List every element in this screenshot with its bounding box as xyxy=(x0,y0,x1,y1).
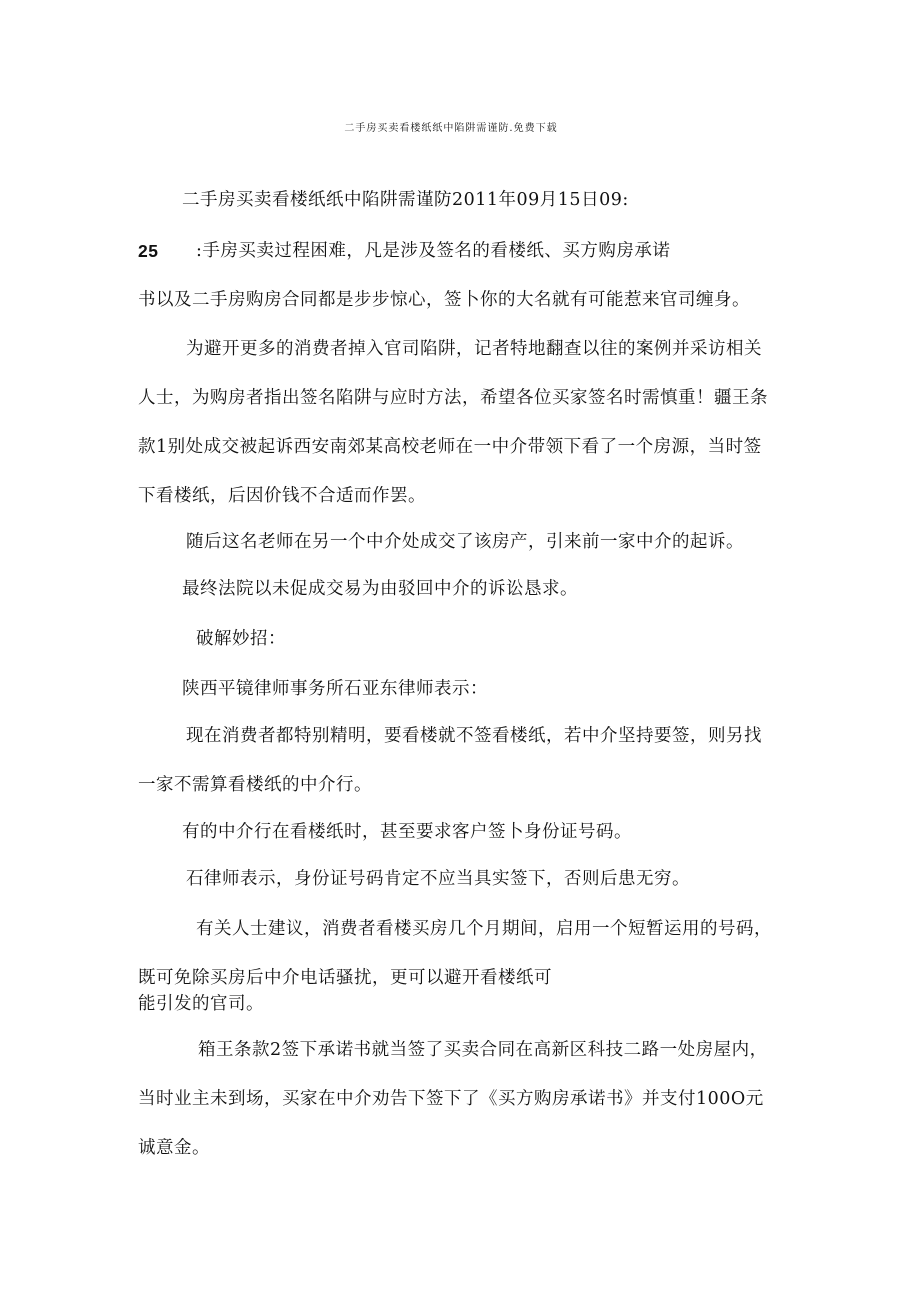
paragraph-line: 款1别处成交被起诉西安南郊某高校老师在一中介带领下看了一个房源，当时签 xyxy=(138,437,762,457)
document-title: 二手房买卖看楼纸纸中陷阱需谨防.免费下载 xyxy=(344,122,558,134)
paragraph-line: 既可免除买房后中介电话骚扰，更可以避开看楼纸可 xyxy=(138,968,552,988)
paragraph-line: 有的中介行在看楼纸时，甚至要求客户签卜身份证号码。 xyxy=(182,822,632,842)
paragraph-line: 陕西平镜律师事务所石亚东律师表示： xyxy=(182,679,488,699)
paragraph-line: 最终法院以未促成交易为由驳回中介的诉讼恳求。 xyxy=(182,579,578,599)
paragraph-line: 下看楼纸，后因价钱不合适而作罢。 xyxy=(138,486,426,506)
paragraph-line: :手房买卖过程困难，凡是涉及签名的看楼纸、买方购房承诺 xyxy=(196,241,671,261)
paragraph-line: 25 xyxy=(138,241,159,261)
paragraph-line: 人士，为购房者指出签名陷阱与应时方法，希望各位买家签名时需慎重！疆王条 xyxy=(138,388,768,408)
paragraph-line: 有关人士建议，消费者看楼买房几个月期间，启用一个短暂运用的号码， xyxy=(196,919,772,939)
paragraph-line: 现在消费者都特别精明，要看楼就不签看楼纸，若中介坚持要签，则另找 xyxy=(186,726,762,746)
paragraph-line: 为避开更多的消费者掉入官司陷阱，记者特地翻查以往的案例并采访相关 xyxy=(186,339,762,359)
paragraph-line: 书以及二手房购房合同都是步步惊心，签卜你的大名就有可能惹来官司缠身。 xyxy=(138,290,750,310)
paragraph-line: 石律师表示，身份证号码肯定不应当具实签下，否则后患无穷。 xyxy=(186,869,690,889)
section-heading: 破解妙招： xyxy=(196,629,286,649)
paragraph-line: 能引发的官司。 xyxy=(138,994,264,1014)
paragraph-line: 随后这名老师在另一个中介处成交了该房产，引来前一家中介的起诉。 xyxy=(186,532,744,552)
paragraph-line: 当时业主未到场，买家在中介劝告下签下了《买方购房承诺书》并支付100O元 xyxy=(138,1089,764,1109)
paragraph-line: 二手房买卖看楼纸纸中陷阱需谨防2011年09月15日09: xyxy=(182,190,629,210)
paragraph-line: 诚意金。 xyxy=(138,1138,210,1158)
paragraph-line: 一家不需算看楼纸的中介行。 xyxy=(138,775,372,795)
paragraph-line: 箱王条款2签下承诺书就当签了买卖合同在高新区科技二路一处房屋内， xyxy=(198,1040,768,1060)
